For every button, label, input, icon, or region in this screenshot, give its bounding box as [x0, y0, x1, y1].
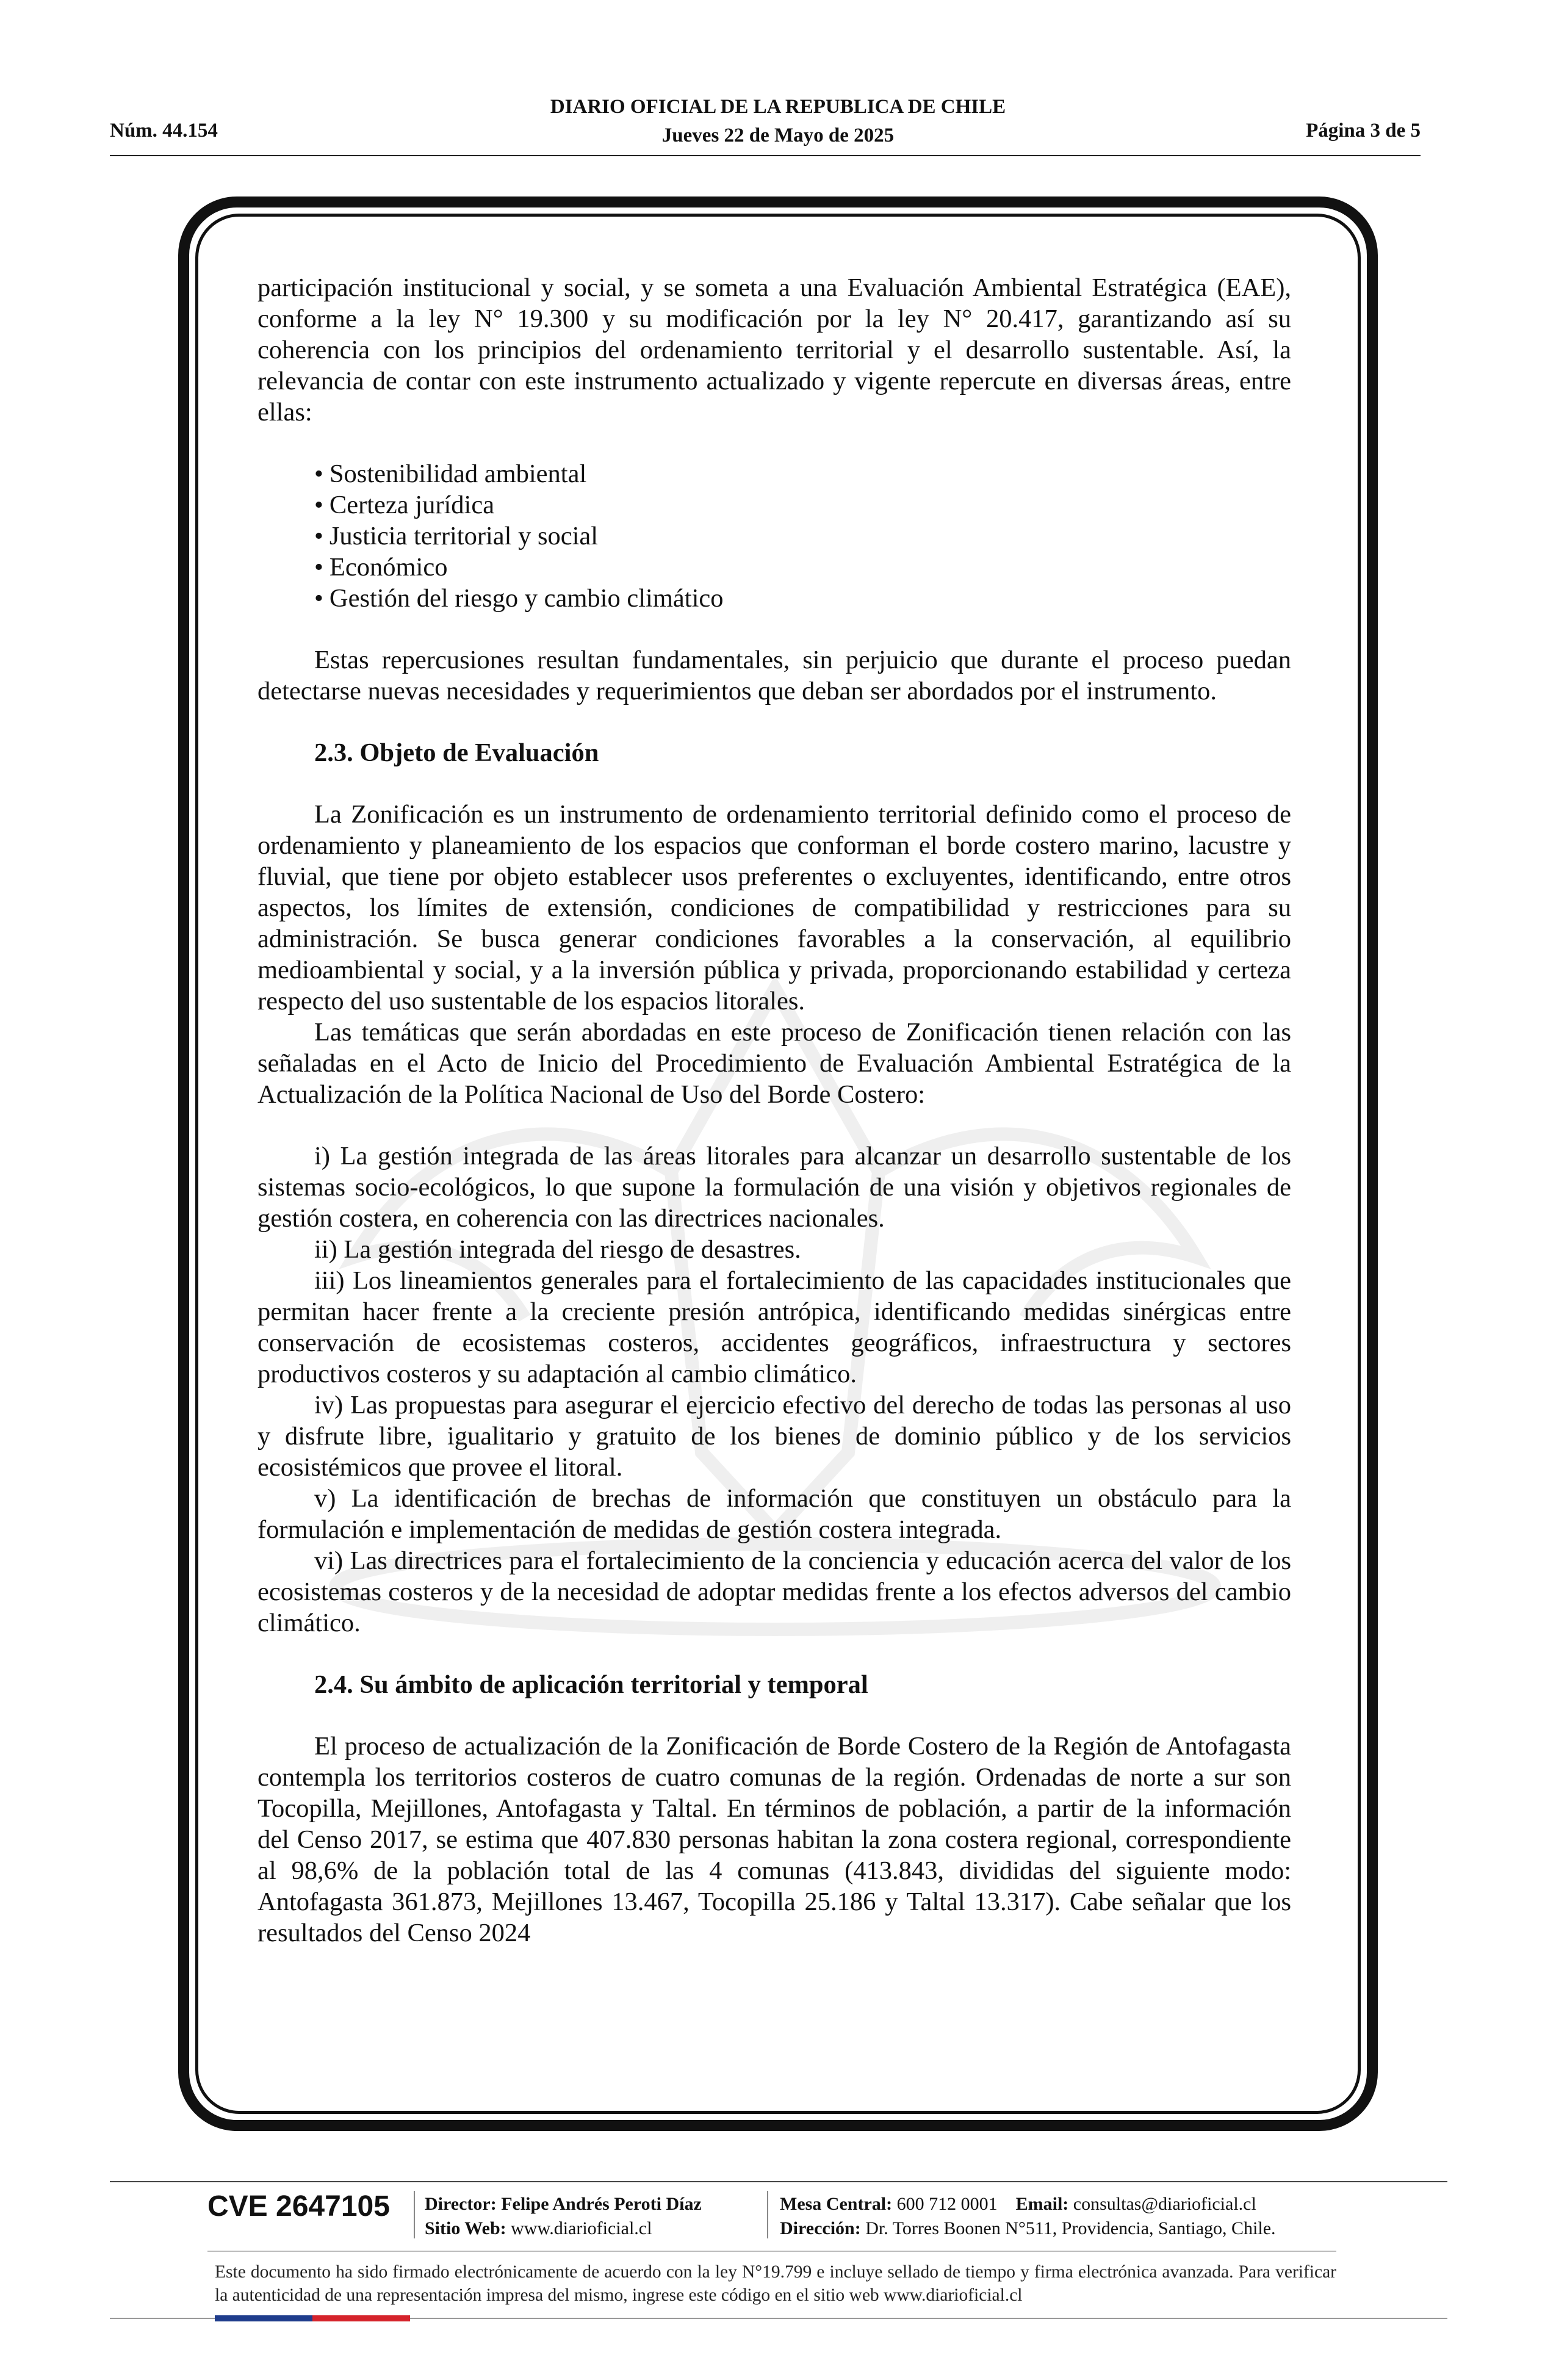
issue-date: Jueves 22 de Mayo de 2025 — [661, 124, 895, 146]
roman-item: v) La identificación de brechas de información que constituyen un obstáculo para la formulación e implementación de medidas de gestión costera integrada. — [258, 1484, 1291, 1544]
issue-number: Núm. 44.154 — [110, 120, 218, 142]
repercusiones-paragraph: Estas repercusiones resultan fundamentales, sin perjuicio que durante el proceso puedan detectarse nuevas necesidades y requerimientos que deban ser abordados por el instrumento. — [258, 646, 1291, 705]
ambito-paragraph: El proceso de actualización de la Zonificación de Borde Costero de la Región de Antofagasta contempla los territorios costeros de cuatro comunas de la región. Ordenadas de norte a sur son Tocopilla, Mejillones, Antofagasta y Taltal. En términos de población, a partir de la información del Censo 2017, se estima que 407.830 personas habitan la zona costera regional, correspondiente al 98,6% de la población total de las 4 comunas (413.843, divididas del siguiente modo: Antofagasta 361.873, Mejillones 13.467, Tocopilla 25.186 y Taltal 13.317). Cabe señalar que los resultados del Censo 2024 — [258, 1732, 1291, 1947]
page-indicator: Página 3 de 5 — [1306, 120, 1421, 142]
list-item: • Económico — [314, 553, 448, 582]
footer-separator — [414, 2191, 415, 2238]
list-item: • Sostenibilidad ambiental — [314, 460, 587, 488]
tematicas-paragraph: Las temáticas que serán abordadas en este proceso de Zonificación tienen relación con las señaladas en el Acto de Inicio del Procedimiento de Evaluación Ambiental Estratégica de la Actualización de la Política Nacional de Uso del Borde Costero: — [258, 1018, 1291, 1109]
impact-list — [258, 458, 1291, 614]
intro-paragraph: participación institucional y social, y se someta a una Evaluación Ambiental Estratégica (EAE), conforme a la ley N° 19.300 y su modificación por la ley N° 20.417, garantizando así su coherencia con los principios del ordenamiento territorial y el desarrollo sustentable. Así, la relevancia de contar con este instrumento actualizado y vigente repercute en diversas áreas, entre ellas: — [258, 273, 1291, 427]
email-label: Email: — [1015, 2194, 1069, 2214]
phone-label: Mesa Central: — [780, 2194, 893, 2214]
list-item: • Certeza jurídica — [314, 491, 495, 519]
flag-bar-red — [312, 2315, 410, 2321]
document-body — [258, 272, 1291, 1949]
address-text: Dr. Torres Boonen N°511, Providencia, Santiago, Chile. — [865, 2218, 1276, 2238]
director-label: Director: — [425, 2194, 497, 2214]
email-link[interactable]: consultas@diarioficial.cl — [1073, 2194, 1256, 2214]
flag-bar-blue — [215, 2315, 312, 2321]
signature-note: Este documento ha sido firmado electrónicamente de acuerdo con la ley N°19.799 e incluye sellado de tiempo y firma electrónica avanzada. Para verificar la autenticidad de una representación impresa del mismo, ingrese este código en el sitio web www.diarioficial.cl — [215, 2262, 1336, 2305]
section-heading-2-4: 2.4. Su ámbito de aplicación territorial y temporal — [314, 1670, 868, 1699]
phone-number: 600 712 0001 — [896, 2194, 998, 2214]
zonificacion-paragraph: La Zonificación es un instrumento de ordenamiento territorial definido como el proceso de ordenamiento y planeamiento de los espacios que conforman el borde costero marino, lacustre y fluvial, que tiene por objeto establecer usos preferentes o excluyentes, identificando, entre otros aspectos, los límites de extensión, condiciones de compatibilidad y restricciones para su administración. Se busca generar condiciones favorables a la conservación, al equilibrio medioambiental y social, y a la inversión pública y privada, proporcionando estabilidad y certeza respecto del uso sustentable de los espacios litorales. — [258, 800, 1291, 1015]
roman-item: iii) Los lineamientos generales para el fortalecimiento de las capacidades institucionales que permitan hacer frente a la creciente presión antrópica, identificando medidas sinérgicas entre conservación de ecosistemas costeros, accidentes geográficos, infraestructura y sectores productivos costeros y su adaptación al cambio climático. — [258, 1266, 1291, 1388]
footer-inner-divider — [207, 2251, 1336, 2252]
website-link[interactable]: www.diarioficial.cl — [511, 2218, 652, 2238]
cve-code: CVE 2647105 — [207, 2190, 390, 2223]
masthead-title: DIARIO OFICIAL DE LA REPUBLICA DE CHILE — [550, 96, 1006, 118]
roman-item: ii) La gestión integrada del riesgo de desastres. — [314, 1235, 801, 1264]
address-label: Dirección: — [780, 2218, 861, 2238]
footer-separator — [767, 2191, 768, 2238]
footer-director-block — [425, 2192, 702, 2241]
header-divider — [110, 155, 1421, 156]
footer-top-divider — [110, 2181, 1447, 2182]
roman-item: i) La gestión integrada de las áreas litorales para alcanzar un desarrollo sustentable de los sistemas socio-ecológicos, lo que supone la formulación de una visión y objetivos regionales de gestión costera, en coherencia con las directrices nacionales. — [258, 1142, 1291, 1233]
roman-item: iv) Las propuestas para asegurar el ejercicio efectivo del derecho de todas las personas al uso y disfrute libre, igualitario y gratuito de los bienes de dominio público y de los servicios ecosistémicos que provee el litoral. — [258, 1391, 1291, 1482]
roman-item: vi) Las directrices para el fortalecimiento de la conciencia y educación acerca del valor de los ecosistemas costeros y de la necesidad de adoptar medidas frente a los efectos adversos del cambio climático. — [258, 1546, 1291, 1637]
director-name: Felipe Andrés Peroti Díaz — [501, 2194, 702, 2214]
list-item: • Justicia territorial y social — [314, 522, 599, 550]
section-heading-2-3: 2.3. Objeto de Evaluación — [314, 738, 599, 767]
website-label: Sitio Web: — [425, 2218, 506, 2238]
footer-contact-block — [780, 2192, 1276, 2241]
list-item: • Gestión del riesgo y cambio climático — [314, 584, 724, 613]
